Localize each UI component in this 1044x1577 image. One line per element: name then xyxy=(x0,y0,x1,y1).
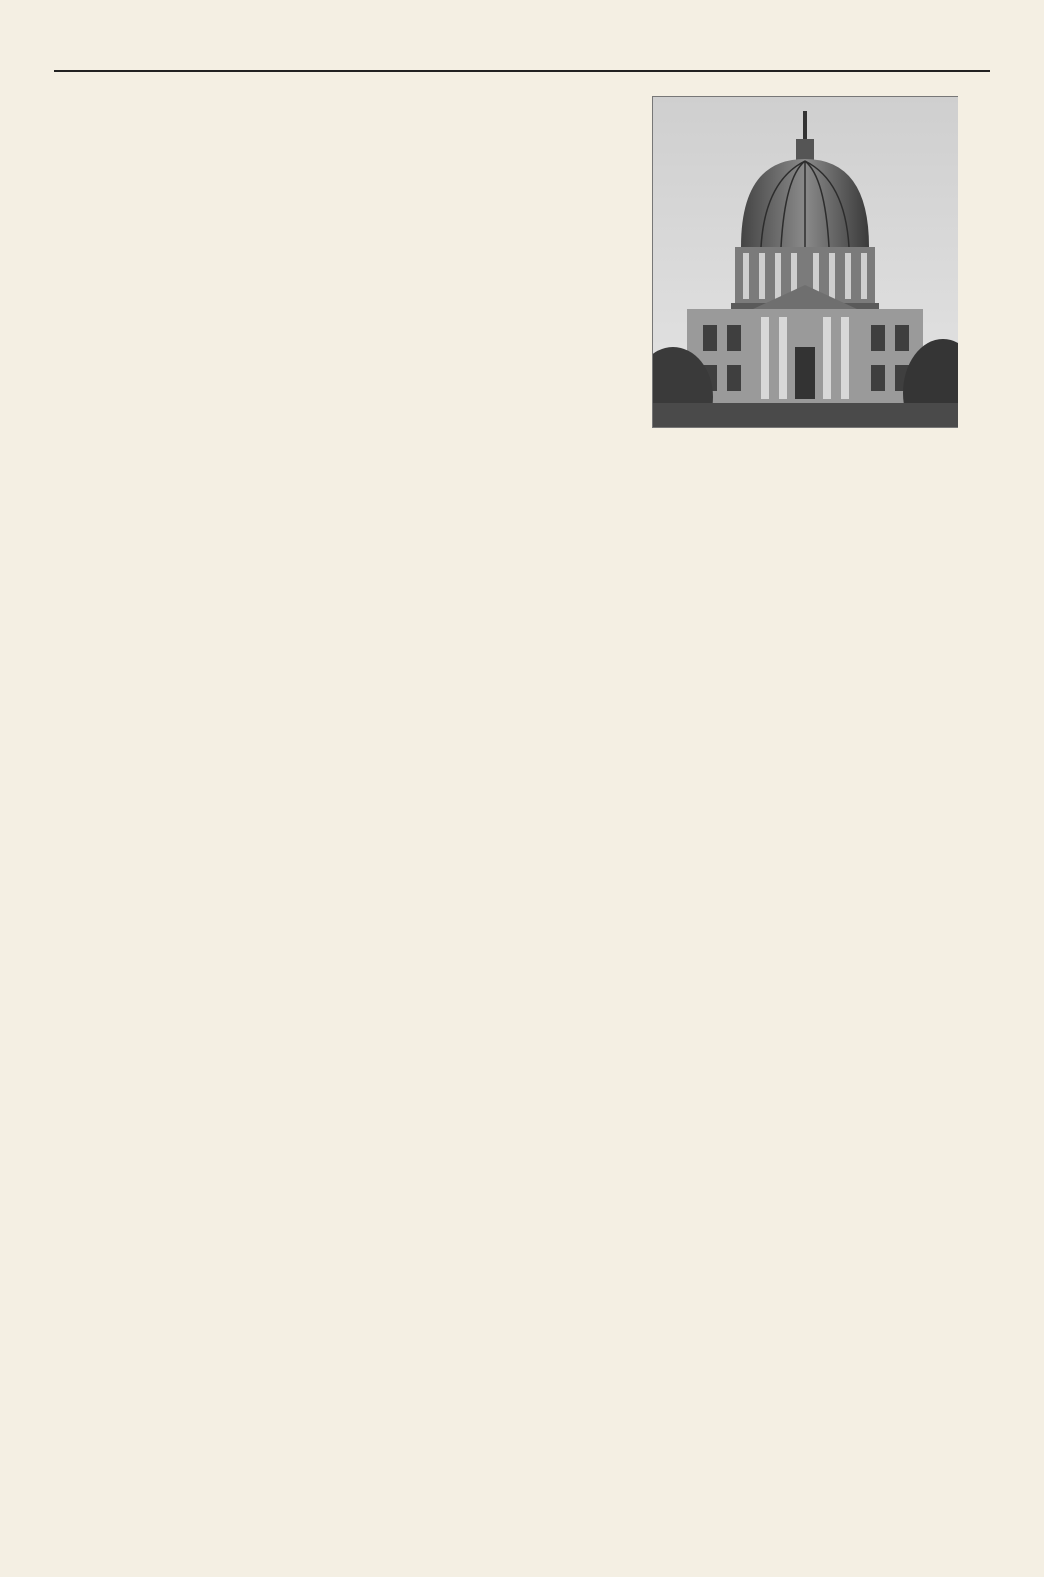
column-3 xyxy=(652,92,958,1492)
column-2 xyxy=(370,92,668,1492)
page-header xyxy=(54,30,990,72)
page-footer xyxy=(0,1528,1044,1558)
dome-building-image xyxy=(653,97,958,427)
column-1 xyxy=(54,92,352,1492)
invalidekirken-illustration xyxy=(652,96,958,428)
